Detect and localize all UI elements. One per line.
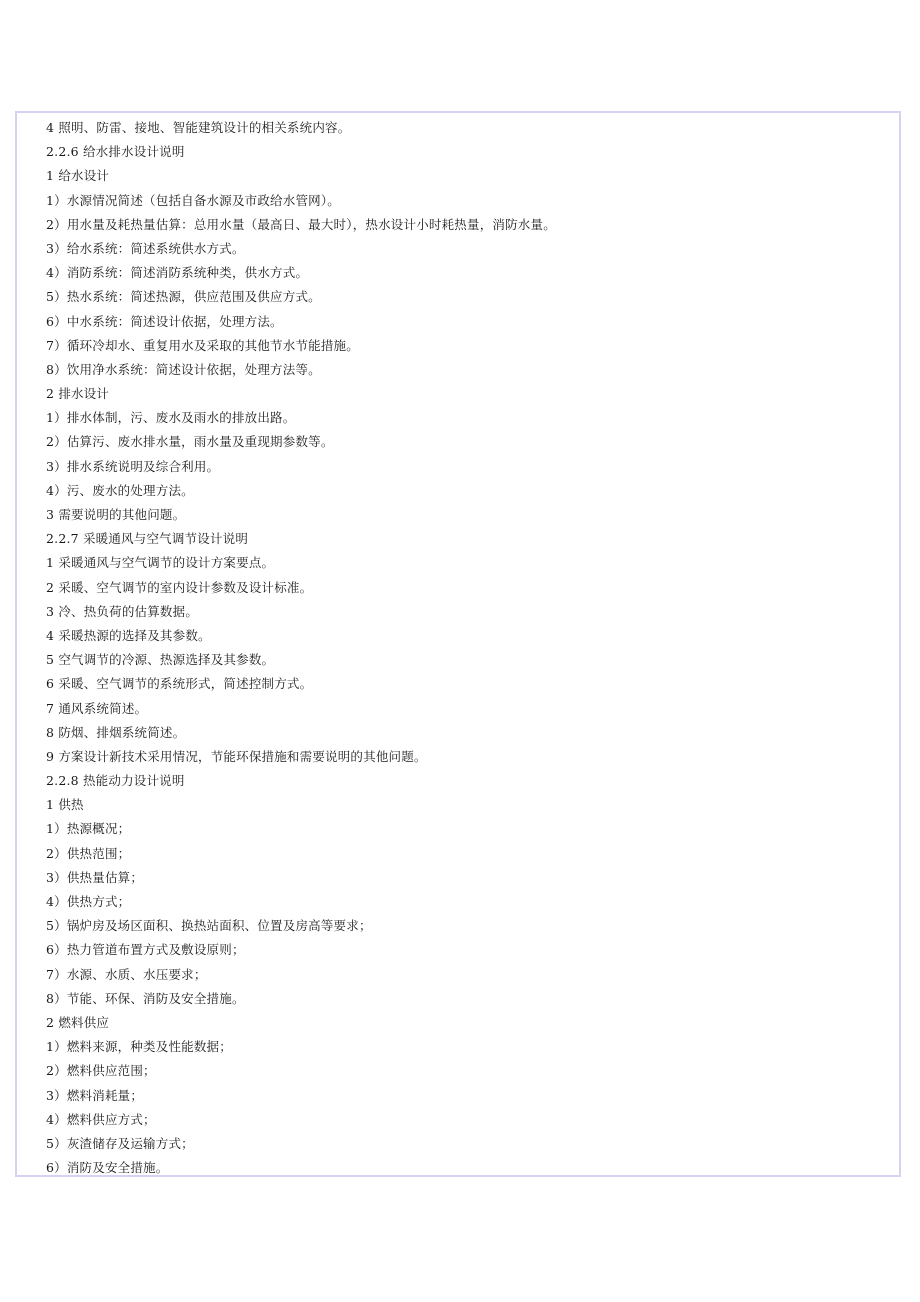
document-line: 1）水源情况简述（包括自备水源及市政给水管网）。 <box>46 192 341 208</box>
document-line: 6）中水系统：简述设计依据，处理方法。 <box>46 313 283 329</box>
document-line: 2 采暖、空气调节的室内设计参数及设计标准。 <box>46 579 313 595</box>
document-line: 4）消防系统：简述消防系统种类，供水方式。 <box>46 265 309 281</box>
document-line: 1）热源概况； <box>46 821 131 837</box>
document-line: 3）供热量估算； <box>46 869 144 885</box>
document-line: 7）循环冷却水、重复用水及采取的其他节水节能措施。 <box>46 337 359 353</box>
document-body <box>46 116 886 1180</box>
document-line: 5）锅炉房及场区面积、换热站面积、位置及房高等要求； <box>46 918 372 934</box>
document-line: 6）热力管道布置方式及敷设原则； <box>46 942 245 958</box>
document-line: 4）供热方式； <box>46 894 131 909</box>
document-line: 3 需要说明的其他问题。 <box>46 507 186 522</box>
document-line: 3）给水系统：简述系统供水方式。 <box>46 240 245 256</box>
document-line: 5 空气调节的冷源、热源选择及其参数。 <box>46 652 275 668</box>
document-line: 4 照明、防雷、接地、智能建筑设计的相关系统内容。 <box>46 120 351 135</box>
document-line: 8）节能、环保、消防及安全措施。 <box>46 990 245 1006</box>
document-line: 1）排水体制，污、废水及雨水的排放出路。 <box>46 410 296 426</box>
document-line: 2 燃料供应 <box>46 1014 110 1030</box>
document-line: 7）水源、水质、水压要求； <box>46 966 207 982</box>
document-line: 2.2.8 热能动力设计说明 <box>46 773 185 789</box>
document-line: 5）热水系统：简述热源，供应范围及供应方式。 <box>46 289 321 305</box>
document-line: 3 冷、热负荷的估算数据。 <box>46 603 199 619</box>
document-line: 8 防烟、排烟系统简述。 <box>46 724 186 740</box>
document-line: 4）污、废水的处理方法。 <box>46 482 194 498</box>
document-line: 1）燃料来源，种类及性能数据； <box>46 1039 232 1055</box>
document-line: 1 供热 <box>46 797 84 813</box>
document-line: 2）估算污、废水排水量，雨水量及重现期参数等。 <box>46 434 334 450</box>
document-line: 6）消防及安全措施。 <box>46 1160 169 1176</box>
document-line: 3）燃料消耗量； <box>46 1087 144 1103</box>
document-line: 3）排水系统说明及综合利用。 <box>46 458 220 474</box>
document-line: 7 通风系统简述。 <box>46 700 148 716</box>
document-line: 5）灰渣储存及运输方式； <box>46 1135 194 1151</box>
document-line: 1 采暖通风与空气调节的设计方案要点。 <box>46 555 275 571</box>
document-line: 2）供热范围； <box>46 845 131 861</box>
document-line: 6 采暖、空气调节的系统形式，简述控制方式。 <box>46 676 313 692</box>
document-line: 2 排水设计 <box>46 386 110 402</box>
document-line: 4 采暖热源的选择及其参数。 <box>46 627 211 643</box>
document-line: 1 给水设计 <box>46 168 110 184</box>
document-line: 4）燃料供应方式； <box>46 1111 156 1127</box>
document-line: 2）燃料供应范围； <box>46 1063 156 1079</box>
document-line: 2.2.6 给水排水设计说明 <box>46 144 185 160</box>
document-line: 2）用水量及耗热量估算：总用水量（最高日、最大时），热水设计小时耗热量，消防水量。 <box>46 216 556 232</box>
document-line: 2.2.7 采暖通风与空气调节设计说明 <box>46 531 249 547</box>
document-line: 8）饮用净水系统：简述设计依据，处理方法等。 <box>46 361 321 377</box>
document-line: 9 方案设计新技术采用情况，节能环保措施和需要说明的其他问题。 <box>46 748 427 764</box>
